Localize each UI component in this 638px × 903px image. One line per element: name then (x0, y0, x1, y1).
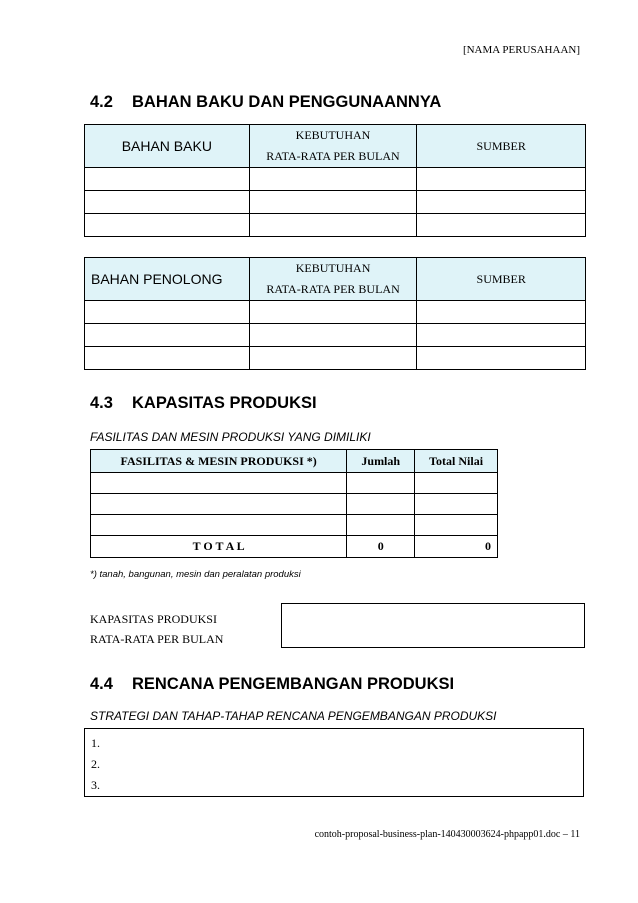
table-header-row (91, 450, 498, 473)
table-row (85, 301, 586, 324)
table-cell (85, 168, 250, 191)
table-cell (249, 191, 417, 214)
capacity-label (90, 609, 223, 649)
table-cell (415, 515, 498, 536)
table-row (85, 324, 586, 347)
table-row (91, 494, 498, 515)
table-cell (85, 324, 250, 347)
table-row (85, 168, 586, 191)
footnote: *) tanah, bangunan, mesin dan peralatan produksi (90, 569, 301, 580)
list-item: 1. (91, 736, 100, 750)
table-cell (347, 515, 415, 536)
company-header: [NAMA PERUSAHAAN] (462, 44, 580, 56)
header-bahan-penolong: BAHAN PENOLONG (85, 258, 250, 301)
table-cell (91, 515, 347, 536)
section-title: RENCANA PENGEMBANGAN PRODUKSI (132, 675, 455, 693)
header-kebutuhan (249, 125, 417, 168)
total-label: T O T A L (91, 536, 347, 558)
table-cell (249, 301, 417, 324)
table-row (85, 214, 586, 237)
table-cell (417, 191, 586, 214)
total-jumlah: 0 (347, 536, 415, 558)
capacity-label-line2: RATA-RATA PER BULAN (90, 632, 224, 646)
table-cell (415, 473, 498, 494)
table-cell (85, 191, 250, 214)
header-bahan-baku: BAHAN BAKU (85, 125, 250, 168)
capacity-label-line1: KAPASITAS PRODUKSI (90, 612, 217, 626)
section-subtitle: STRATEGI DAN TAHAP-TAHAP RENCANA PENGEMBANGAN PRODUKSI (90, 709, 497, 723)
header-kebutuhan-line2: RATA-RATA PER BULAN (266, 282, 400, 296)
table-row (85, 191, 586, 214)
table-cell (347, 473, 415, 494)
section-4-4-heading (90, 675, 454, 694)
section-title: BAHAN BAKU DAN PENGGUNAANNYA (132, 93, 442, 111)
table-cell (249, 324, 417, 347)
header-kebutuhan-line1: KEBUTUHAN (295, 261, 371, 275)
table-cell (417, 301, 586, 324)
fasilitas-table (90, 449, 498, 558)
table-cell (417, 168, 586, 191)
section-number: 4.4 (90, 675, 113, 693)
table-cell (417, 324, 586, 347)
section-title: KAPASITAS PRODUKSI (132, 394, 317, 412)
section-subtitle: FASILITAS DAN MESIN PRODUKSI YANG DIMILIKI (90, 430, 371, 444)
section-4-2-heading (90, 93, 441, 112)
table-cell (85, 214, 250, 237)
table-header-row (85, 258, 586, 301)
bahan-baku-table (84, 124, 586, 237)
table-row (85, 347, 586, 370)
table-cell (249, 214, 417, 237)
capacity-value-box (281, 603, 585, 648)
table-cell (347, 494, 415, 515)
total-row (91, 536, 498, 558)
list-item: 3. (91, 778, 100, 792)
table-cell (417, 214, 586, 237)
header-kebutuhan (249, 258, 417, 301)
header-sumber: SUMBER (417, 258, 586, 301)
total-nilai: 0 (415, 536, 498, 558)
table-header-row (85, 125, 586, 168)
table-row (91, 473, 498, 494)
section-4-3-heading (90, 394, 317, 413)
header-sumber: SUMBER (417, 125, 586, 168)
header-kebutuhan-line1: KEBUTUHAN (295, 128, 371, 142)
header-kebutuhan-line2: RATA-RATA PER BULAN (266, 149, 400, 163)
table-cell (85, 347, 250, 370)
strategy-box (84, 728, 584, 797)
table-cell (85, 301, 250, 324)
bahan-penolong-table (84, 257, 586, 370)
header-jumlah: Jumlah (347, 450, 415, 473)
list-item: 2. (91, 757, 100, 771)
table-cell (415, 494, 498, 515)
header-total-nilai: Total Nilai (415, 450, 498, 473)
table-cell (91, 494, 347, 515)
table-row (91, 515, 498, 536)
page-footer: contoh-proposal-business-plan-140430003624-phpapp01.doc – 11 (314, 829, 580, 840)
table-cell (249, 168, 417, 191)
section-number: 4.3 (90, 394, 113, 412)
table-cell (91, 473, 347, 494)
section-number: 4.2 (90, 93, 113, 111)
table-cell (417, 347, 586, 370)
table-cell (249, 347, 417, 370)
header-fasilitas: FASILITAS & MESIN PRODUKSI *) (91, 450, 347, 473)
